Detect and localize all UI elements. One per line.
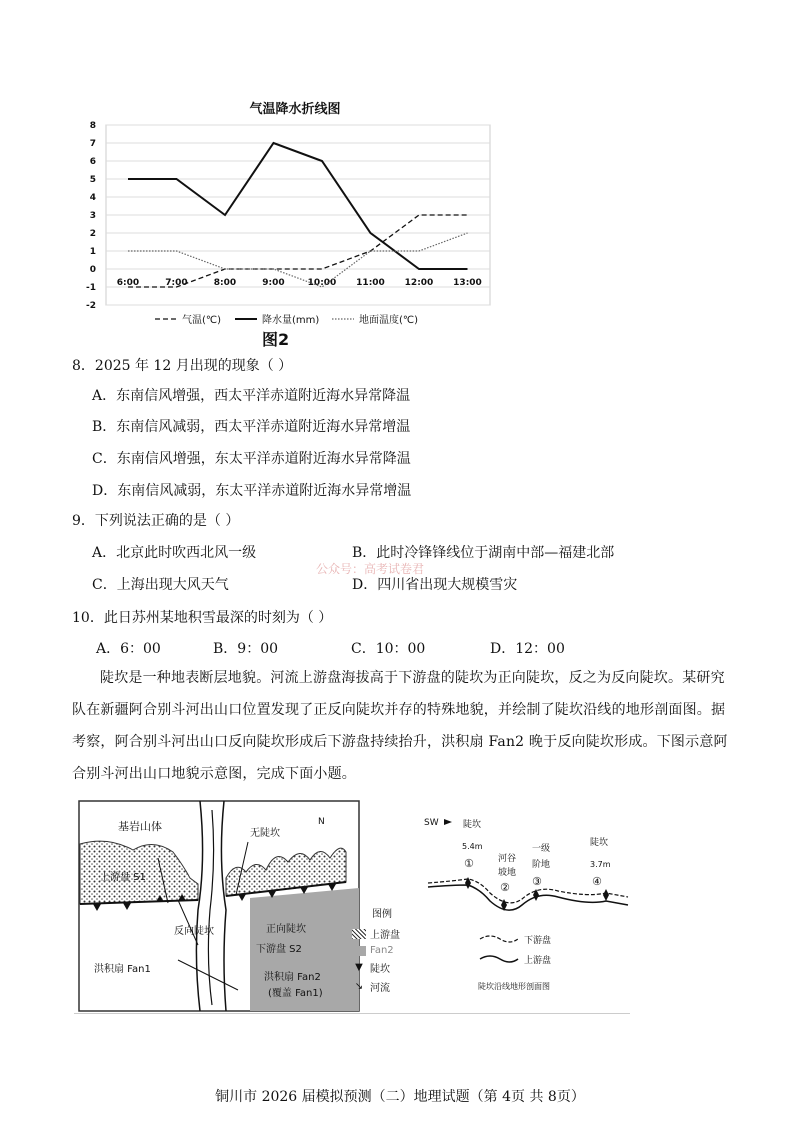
legend-solid-line xyxy=(480,956,518,962)
profile-terrace-1: 一级 xyxy=(532,844,551,854)
question-9-option-a: A．北京此时吹西北风一级 xyxy=(92,545,257,561)
question-9-option-b: B．此时冷锋锋线位于湖南中部—福建北部 xyxy=(352,545,615,561)
y-tick-label: 7 xyxy=(89,139,96,149)
label-north: N xyxy=(318,817,325,827)
profile-terrace-2: 阶地 xyxy=(532,860,551,870)
label-fan2: 洪积扇 Fan2 xyxy=(264,972,321,983)
profile-caption: 陡坎沿线地形剖面图 xyxy=(478,982,550,991)
question-8-option-d: D．东南信风减弱，东太平洋赤道附近海水异常增温 xyxy=(92,483,412,499)
label-forward-scarp: 正向陡坎 xyxy=(266,924,306,935)
legend-river-label: 河流 xyxy=(370,983,390,994)
y-tick-label: 8 xyxy=(89,121,96,131)
legend-fan2-swatch xyxy=(352,946,366,956)
label-lower-plate: 下游盘 S2 xyxy=(256,944,302,955)
map-legend xyxy=(352,905,422,994)
question-8-option-c: C．东南信风增强，东太平洋赤道附近海水异常降温 xyxy=(92,451,411,467)
x-tick-label: 9:00 xyxy=(262,278,285,288)
legend-lower-label: 下游盘 xyxy=(524,936,552,946)
label-reverse-scarp: 反向陡坎 xyxy=(174,926,214,937)
label-fan2-note: (覆盖 Fan1) xyxy=(268,988,323,999)
profile-n1: ① xyxy=(464,857,474,870)
y-tick-label: 3 xyxy=(89,211,96,221)
landform-map xyxy=(78,800,360,1012)
profile-height-4: 3.7m xyxy=(590,860,611,869)
x-tick-label: 8:00 xyxy=(213,278,237,288)
question-9-stem: 9．下列说法正确的是（ ） xyxy=(72,513,240,529)
profile-scarp-1: 陡坎 xyxy=(463,820,482,830)
x-tick-label: 11:00 xyxy=(356,278,385,288)
question-10-option-a: A．6：00 xyxy=(96,641,161,657)
x-tick-label: 12:00 xyxy=(404,278,434,288)
question-10-option-b: B．9：00 xyxy=(213,641,279,657)
y-tick-labels xyxy=(86,121,96,311)
chart-legend xyxy=(155,313,418,326)
label-bedrock: 基岩山体 xyxy=(118,820,162,833)
x-tick-label: 10:00 xyxy=(307,278,337,288)
y-tick-label: 4 xyxy=(89,193,96,203)
question-9-option-d: D．四川省出现大规模雪灾 xyxy=(352,577,518,593)
y-tick-label: 0 xyxy=(89,265,96,275)
profile-sw: SW xyxy=(424,818,439,828)
figure-bottom-rule xyxy=(74,1013,630,1014)
legend-upper-label: 上游盘 xyxy=(370,930,400,941)
question-10-option-c: C．10：00 xyxy=(351,641,426,657)
legend-label-3: 地面温度(℃) xyxy=(359,315,419,326)
question-8-option-b: B．东南信风减弱，西太平洋赤道附近海水异常增温 xyxy=(92,419,411,435)
y-tick-label: -1 xyxy=(86,283,96,293)
page-footer: 铜川市 2026 届模拟预测（二）地理试题（第 4页 共 8页） xyxy=(215,1089,585,1105)
x-tick-label: 13:00 xyxy=(453,278,482,288)
temperature-precipitation-chart xyxy=(70,95,510,350)
profile-height-1: 5.4m xyxy=(462,842,483,851)
profile-n4: ④ xyxy=(592,875,602,888)
legend-fan2-label: Fan2 xyxy=(370,945,394,956)
figure-label: 图2 xyxy=(262,330,290,349)
legend-label-2: 降水量(mm) xyxy=(262,315,320,326)
question-9-option-c: C．上海出现大风天气 xyxy=(92,577,229,593)
x-tick-label: 7:00 xyxy=(165,278,188,288)
question-8-stem: 8．2025 年 12 月出现的现象（ ） xyxy=(72,358,293,374)
watermark: 公众号：高考试卷君 xyxy=(316,562,425,576)
profile-n3: ③ xyxy=(532,875,542,888)
legend-upper-swatch xyxy=(352,929,366,939)
profile-valley-2: 坡地 xyxy=(498,868,517,878)
scarp-legend-icon: ▼ xyxy=(355,962,363,973)
label-no-scarp: 无陡坎 xyxy=(250,828,280,839)
passage-text: 陡坎是一种地表断层地貌。河流上游盘海拔高于下游盘的陡坎为正向陡坎，反之为反向陡坎。某研究队在新疆阿合别斗河出山口位置发现了正反向陡坎并存的特殊地貌，并绘制了陡坎沿线的地形剖面图。据考察，阿合别斗河出山口反向陡坎形成后下游盘持续抬升，洪积扇 Fan2 晚于反向陡坎形成。下图示意阿合别斗河出山口地貌示意图，完成下面小题。 xyxy=(72,670,728,782)
legend-scarp-label: 陡坎 xyxy=(370,964,390,975)
question-10-option-d: D．12：00 xyxy=(490,641,565,657)
label-upper-plate: 上游盘 S1 xyxy=(100,872,146,883)
legend-title: 图例 xyxy=(372,909,392,920)
y-tick-label: 1 xyxy=(89,247,96,257)
profile-scarp-4: 陡坎 xyxy=(590,838,609,848)
legend-label-1: 气温(℃) xyxy=(182,315,222,326)
sw-arrow-icon xyxy=(444,819,452,825)
y-tick-label: 6 xyxy=(89,157,96,167)
question-10-stem: 10．此日苏州某地积雪最深的时刻为（ ） xyxy=(72,610,333,626)
upper-plate-profile xyxy=(428,885,628,910)
y-tick-label: 5 xyxy=(89,175,96,185)
chart-title: 气温降水折线图 xyxy=(249,102,341,117)
profile-valley-1: 河谷 xyxy=(498,854,517,864)
terrain-profile xyxy=(418,805,633,1000)
x-tick-label: 6:00 xyxy=(116,278,140,288)
profile-n2: ② xyxy=(500,881,510,894)
legend-upper-label: 上游盘 xyxy=(524,956,552,966)
river-legend-icon: ↘ xyxy=(354,981,364,992)
y-tick-label: -2 xyxy=(86,301,96,311)
series-line-2 xyxy=(128,143,468,269)
question-8-option-a: A．东南信风增强，西太平洋赤道附近海水异常降温 xyxy=(92,388,411,404)
y-tick-label: 2 xyxy=(89,229,96,239)
legend-dashed-line xyxy=(480,936,518,942)
label-fan1: 洪积扇 Fan1 xyxy=(94,964,151,975)
